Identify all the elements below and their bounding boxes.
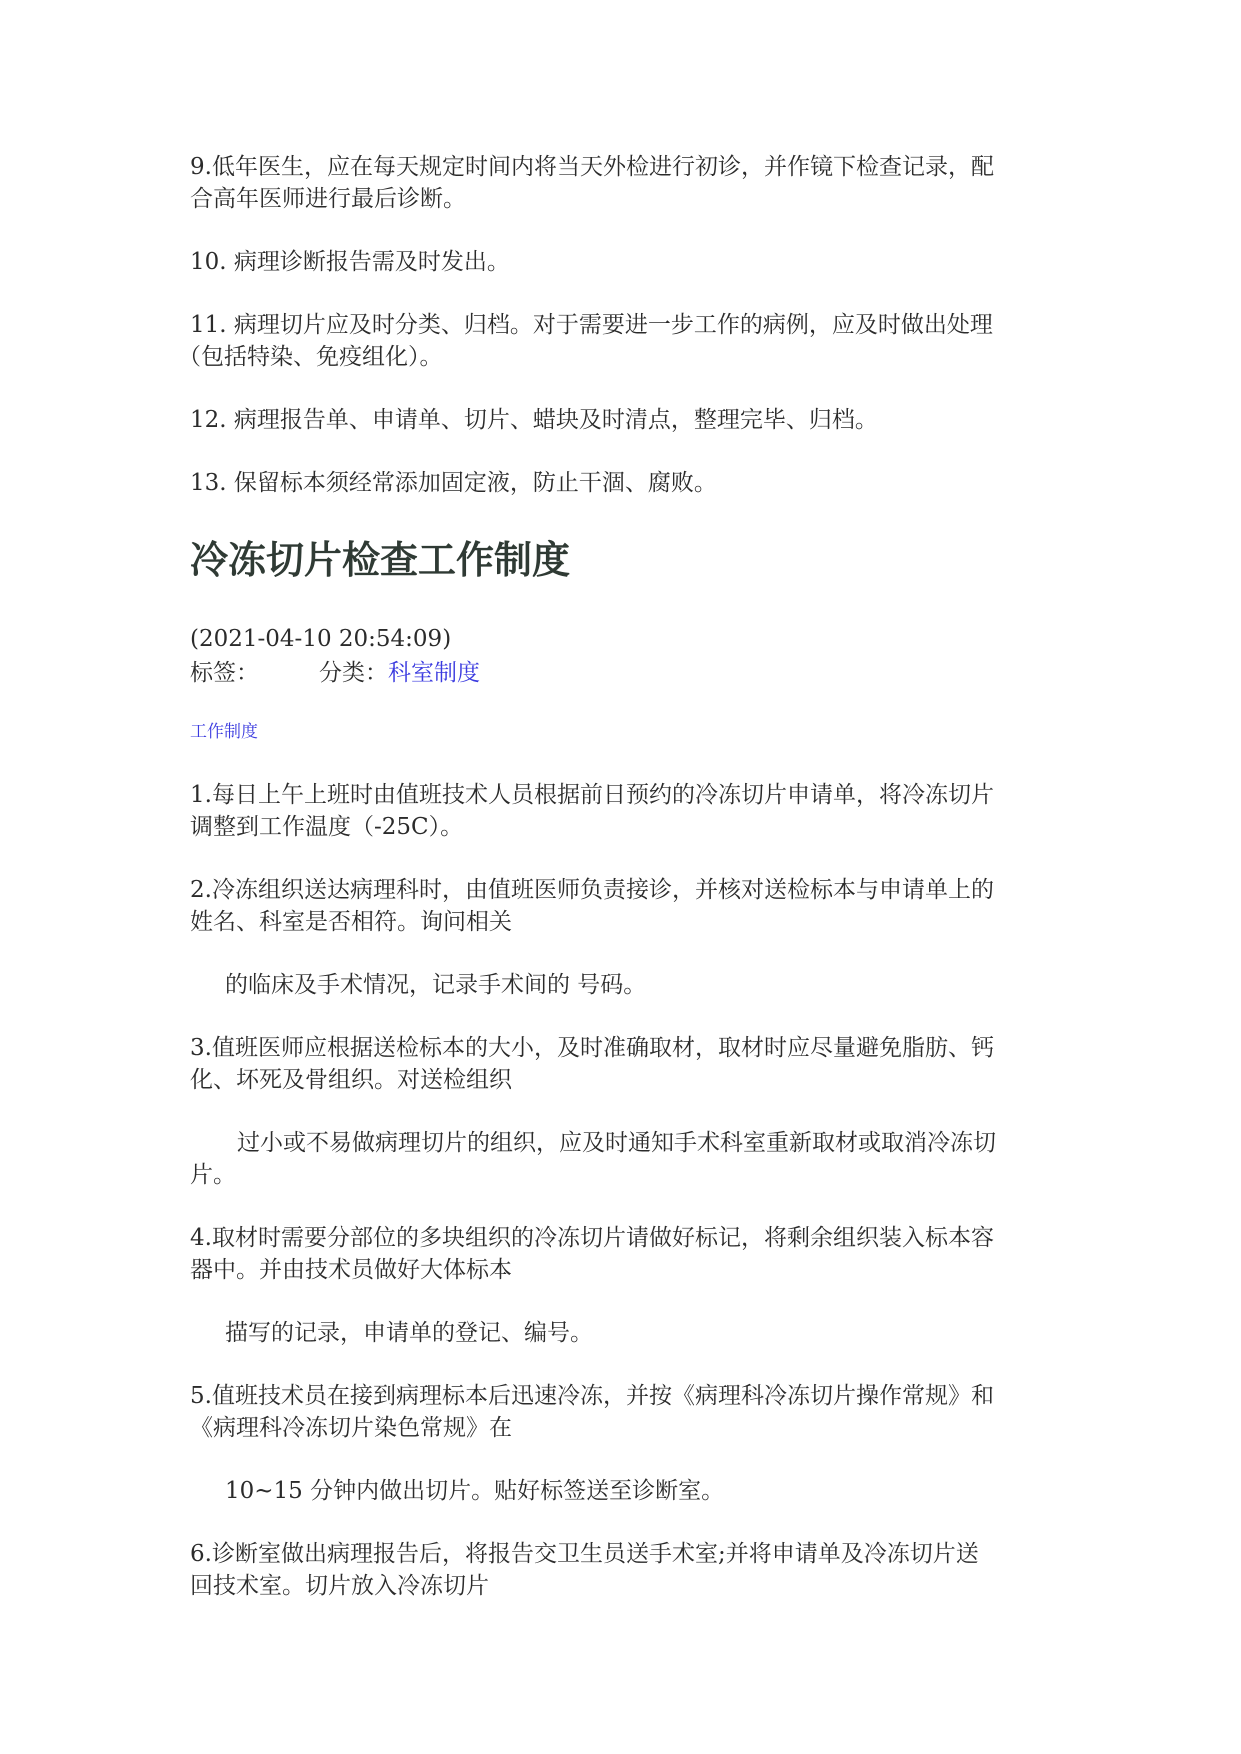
list-item-11-line-2: （包括特染、免疫组化）。 bbox=[178, 344, 443, 370]
rule-1-line-2: 调整到工作温度（-25C）。 bbox=[190, 814, 464, 840]
tags-label: 标签： bbox=[190, 660, 259, 686]
rule-4-line-3: 描写的记录，申请单的登记、编号。 bbox=[225, 1320, 593, 1346]
rule-1-line-1: 1.每日上午上班时由值班技术人员根据前日预约的冷冻切片申请单，将冷冻切片 bbox=[190, 782, 994, 808]
list-item-10: 10. 病理诊断报告需及时发出。 bbox=[190, 249, 510, 275]
sub-category-link-row bbox=[190, 720, 258, 744]
list-item-12: 12. 病理报告单、申请单、切片、蜡块及时清点，整理完毕、归档。 bbox=[190, 407, 878, 433]
rule-3-line-2: 化、坏死及骨组织。对送检组织 bbox=[190, 1067, 512, 1093]
work-rules-link[interactable]: 工作制度 bbox=[190, 722, 258, 742]
article-datetime: (2021-04-10 20:54:09) bbox=[190, 626, 452, 652]
category-link[interactable]: 科室制度 bbox=[388, 660, 480, 686]
rule-6-line-1: 6.诊断室做出病理报告后，将报告交卫生员送手术室;并将申请单及冷冻切片送 bbox=[190, 1541, 979, 1567]
rule-4-line-1: 4.取材时需要分部位的多块组织的冷冻切片请做好标记，将剩余组织装入标本容 bbox=[190, 1225, 994, 1251]
rule-5-line-1: 5.值班技术员在接到病理标本后迅速冷冻，并按《病理科冷冻切片操作常规》和 bbox=[190, 1383, 994, 1409]
rule-6-line-2: 回技术室。切片放入冷冻切片 bbox=[190, 1573, 489, 1599]
article-meta bbox=[190, 656, 480, 690]
rule-2-line-2: 姓名、科室是否相符。询问相关 bbox=[190, 909, 512, 935]
rule-3-line-4: 片。 bbox=[190, 1162, 236, 1188]
rule-3-line-1: 3.值班医师应根据送检标本的大小，及时准确取材，取材时应尽量避免脂肪、钙 bbox=[190, 1035, 994, 1061]
article-title: 冷冻切片检查工作制度 bbox=[190, 538, 571, 582]
list-item-13: 13. 保留标本须经常添加固定液，防止干涸、腐败。 bbox=[190, 470, 717, 496]
rule-5-line-2: 《病理科冷冻切片染色常规》在 bbox=[190, 1415, 512, 1441]
list-item-9-line-1: 9.低年医生，应在每天规定时间内将当天外检进行初诊，并作镜下检查记录，配 bbox=[190, 154, 994, 180]
list-item-9-line-2: 合高年医师进行最后诊断。 bbox=[190, 186, 466, 212]
rule-4-line-2: 器中。并由技术员做好大体标本 bbox=[190, 1257, 512, 1283]
category-label: 分类： bbox=[319, 660, 388, 686]
rule-2-line-1: 2.冷冻组织送达病理科时，由值班医师负责接诊，并核对送检标本与申请单上的 bbox=[190, 877, 994, 903]
rule-3-line-3: 过小或不易做病理切片的组织，应及时通知手术科室重新取材或取消冷冻切 bbox=[237, 1130, 996, 1156]
list-item-11-line-1: 11. 病理切片应及时分类、归档。对于需要进一步工作的病例，应及时做出处理 bbox=[190, 312, 993, 338]
rule-5-line-3: 10~15 分钟内做出切片。贴好标签送至诊断室。 bbox=[225, 1478, 725, 1504]
rule-2-line-3: 的临床及手术情况，记录手术间的 号码。 bbox=[225, 972, 647, 998]
